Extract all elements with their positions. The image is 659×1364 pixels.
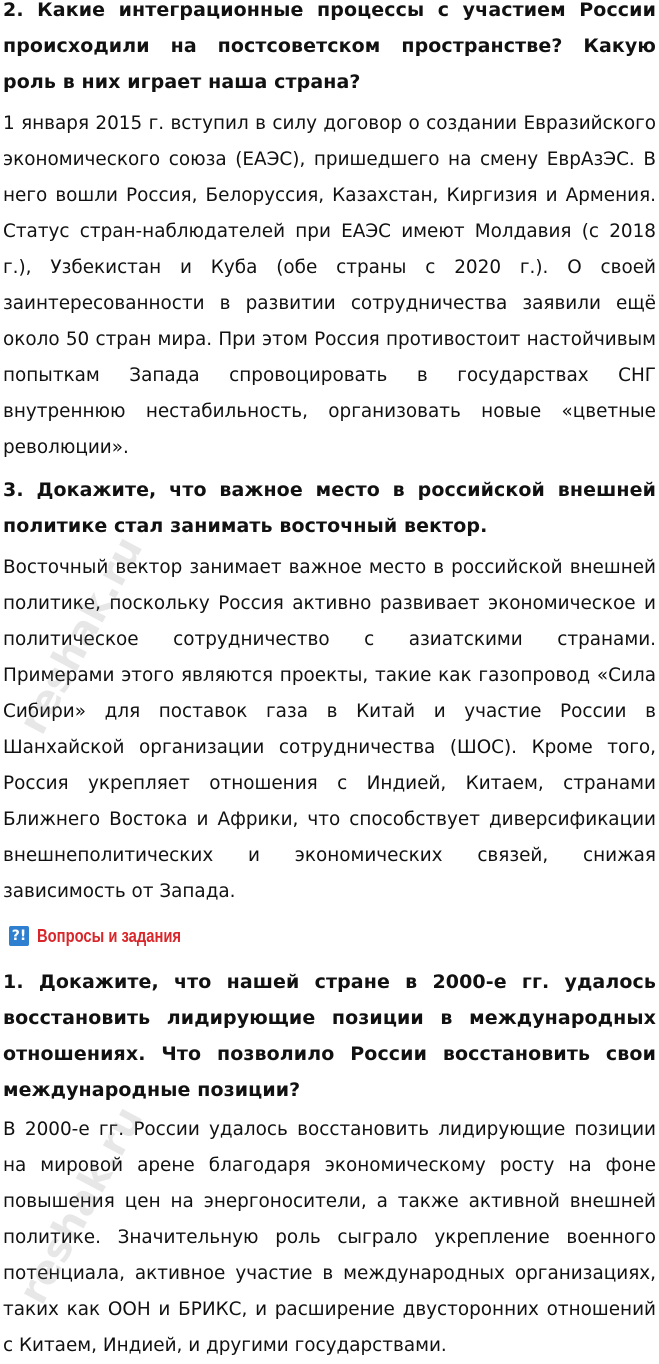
answer-3-text: Восточный вектор занимает важное место в российской внешней политике, поскольку Россия активно развивает экономическое и политическое сотрудничество с азиатскими странами. Примерами этого являются проекты, такие как газопровод «Сила Сибири» для поставок газа в Китай и участие России в Шанхайской организации сотрудничества (ШОС). Кроме того, Россия укрепляет отношения с Индией, Китаем, странами Ближнего Востока и Африки, что способствует диверсификации внешнеполитических и экономических связей, снижая зависимость от Запада.	[3, 557, 656, 902]
section-header	[9, 918, 656, 954]
answer-2-text: 1 января 2015 г. вступил в силу договор о создании Евразийского экономического союза (ЕАЭС), пришедшего на смену ЕврАзЭС. В него вошли Россия, Белоруссия, Казахстан, Киргизия и Армения. Статус стран-наблюдателей при ЕАЭС имеют Молдавия (с 2018 г.), Узбекистан и Куба (обе страны с 2020 г.). О своей заинтересованности в развитии сотрудничества заявили ещё около 50 стран мира. При этом Россия противостоит настойчивым попыткам Запада спровоцировать в государствах СНГ внутреннюю нестабильность, организовать новые «цветные революции».	[3, 113, 656, 458]
question-2-heading: 2. Какие интеграционные процессы с участием России происходили на постсоветском пространстве? Какую роль в них играет наша страна?	[3, 0, 656, 93]
section-answer-1-text: В 2000-е гг. России удалось восстановить лидирующие позиции на мировой арене благодаря экономическому росту на фоне повышения цен на энергоносители, а также активной внешней политике. Значительную роль сыграло укрепление военного потенциала, активное участие в международных организациях, таких как ООН и БРИКС, и расширение двусторонних отношений с Китаем, Индией, и другими государствами.	[3, 1119, 656, 1356]
section-title: Вопросы и задания	[37, 925, 182, 946]
section-question-1-heading: 1. Докажите, что нашей стране в 2000-е гг. удалось восстановить лидирующие позиции в международных отношениях. Что позволило России восстановить свои международные позиции?	[3, 971, 656, 1101]
watermark: reshak.ru	[10, 529, 153, 742]
watermark: reshak.ru	[10, 1099, 153, 1312]
question-exclamation-icon: ?!	[9, 926, 29, 946]
question-3-heading: 3. Докажите, что важное место в российской внешней политике стал занимать восточный вектор.	[3, 479, 656, 537]
